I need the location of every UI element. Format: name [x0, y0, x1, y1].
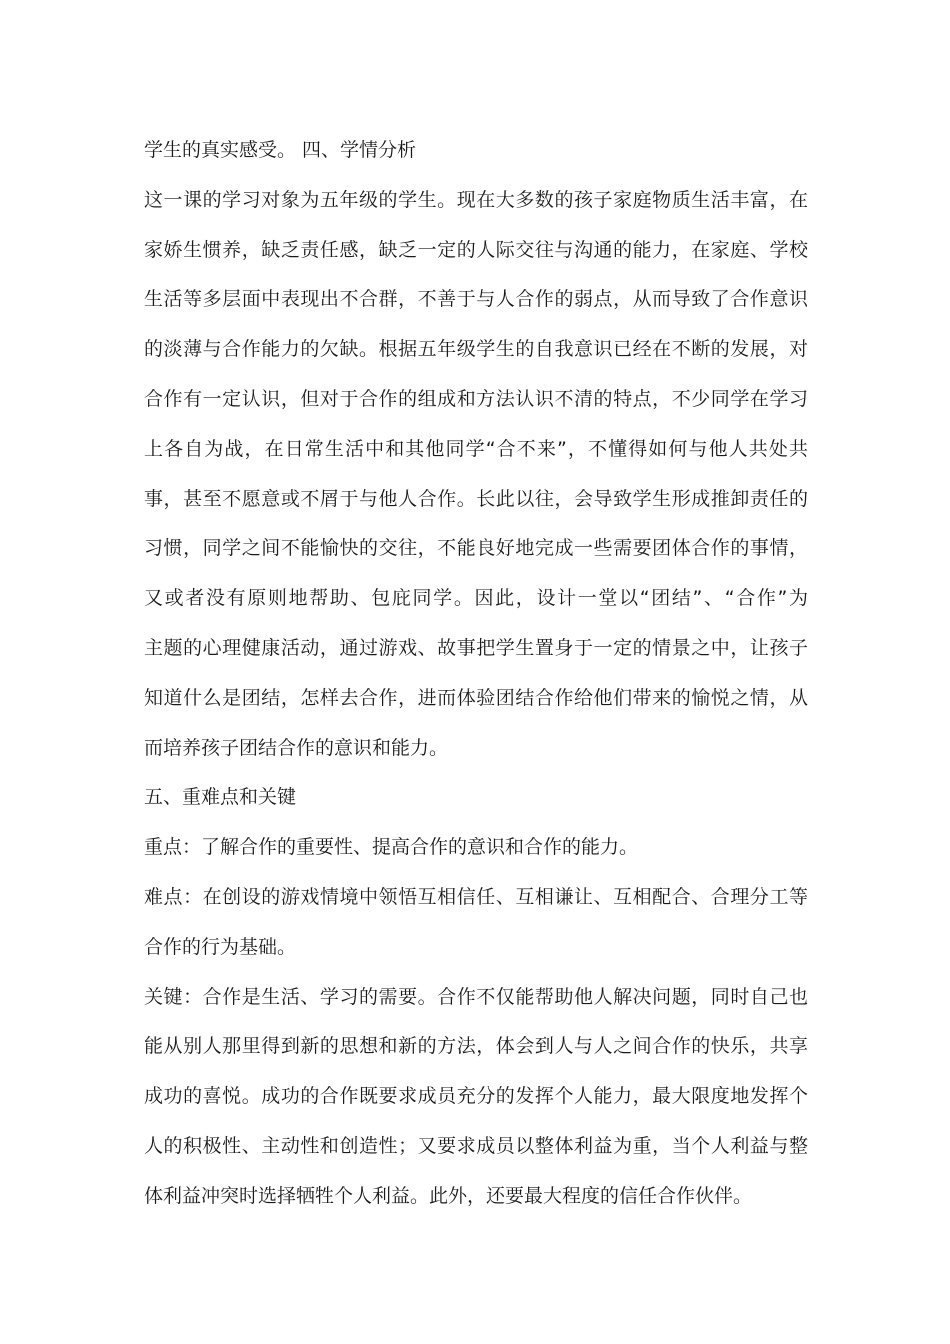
text-line: 体利益冲突时选择牺牲个人利益。此外，还要最大程度的信任合作伙伴。 — [144, 1184, 753, 1207]
text-line: 合作有一定认识，但对于合作的组成和方法认识不清的特点，不少同学在学习 — [144, 387, 808, 410]
section-heading: 五、重难点和关键 — [144, 786, 297, 809]
text-line: 主题的心理健康活动，通过游戏、故事把学生置身于一定的情景之中，让孩子 — [144, 636, 808, 659]
document-body — [144, 126, 808, 1222]
text-line: 人的积极性、主动性和创造性；又要求成员以整体利益为重，当个人利益与整 — [144, 1134, 808, 1157]
text-line: 知道什么是团结，怎样去合作，进而体验团结合作给他们带来的愉悦之情，从 — [144, 686, 808, 709]
text-line: 合作的行为基础。 — [144, 935, 297, 958]
text-line: 能从别人那里得到新的思想和新的方法，体会到人与人之间合作的快乐，共享 — [144, 1035, 808, 1058]
text-line: 成功的喜悦。成功的合作既要求成员充分的发挥个人能力，最大限度地发挥个 — [144, 1085, 808, 1108]
text-line: 重点：了解合作的重要性、提高合作的意识和合作的能力。 — [144, 836, 639, 859]
text-line: 关键：合作是生活、学习的需要。合作不仅能帮助他人解决问题，同时自己也 — [144, 985, 808, 1008]
text-line: 事，甚至不愿意或不屑于与他人合作。长此以往，会导致学生形成推卸责任的 — [144, 487, 808, 510]
text-line: 难点：在创设的游戏情境中领悟互相信任、互相谦让、互相配合、合理分工等 — [144, 885, 808, 908]
text-line: 的淡薄与合作能力的欠缺。根据五年级学生的自我意识已经在不断的发展，对 — [144, 338, 808, 361]
text-line: 而培养孩子团结合作的意识和能力。 — [144, 736, 449, 759]
text-line: 上各自为战，在日常生活中和其他同学“合不来”，不懂得如何与他人共处共 — [144, 437, 808, 460]
text-line: 生活等多层面中表现出不合群，不善于与人合作的弱点，从而导致了合作意识 — [144, 288, 808, 311]
text-line: 又或者没有原则地帮助、包庇同学。因此，设计一堂以“团结”、“合作”为 — [144, 587, 808, 610]
text-line: 这一课的学习对象为五年级的学生。现在大多数的孩子家庭物质生活丰富，在 — [144, 188, 808, 211]
text-line: 学生的真实感受。 四、学情分析 — [144, 139, 417, 161]
text-line: 家娇生惯养，缺乏责任感，缺乏一定的人际交往与沟通的能力，在家庭、学校 — [144, 238, 808, 261]
text-line: 习惯，同学之间不能愉快的交往，不能良好地完成一些需要团体合作的事情， — [144, 537, 808, 560]
